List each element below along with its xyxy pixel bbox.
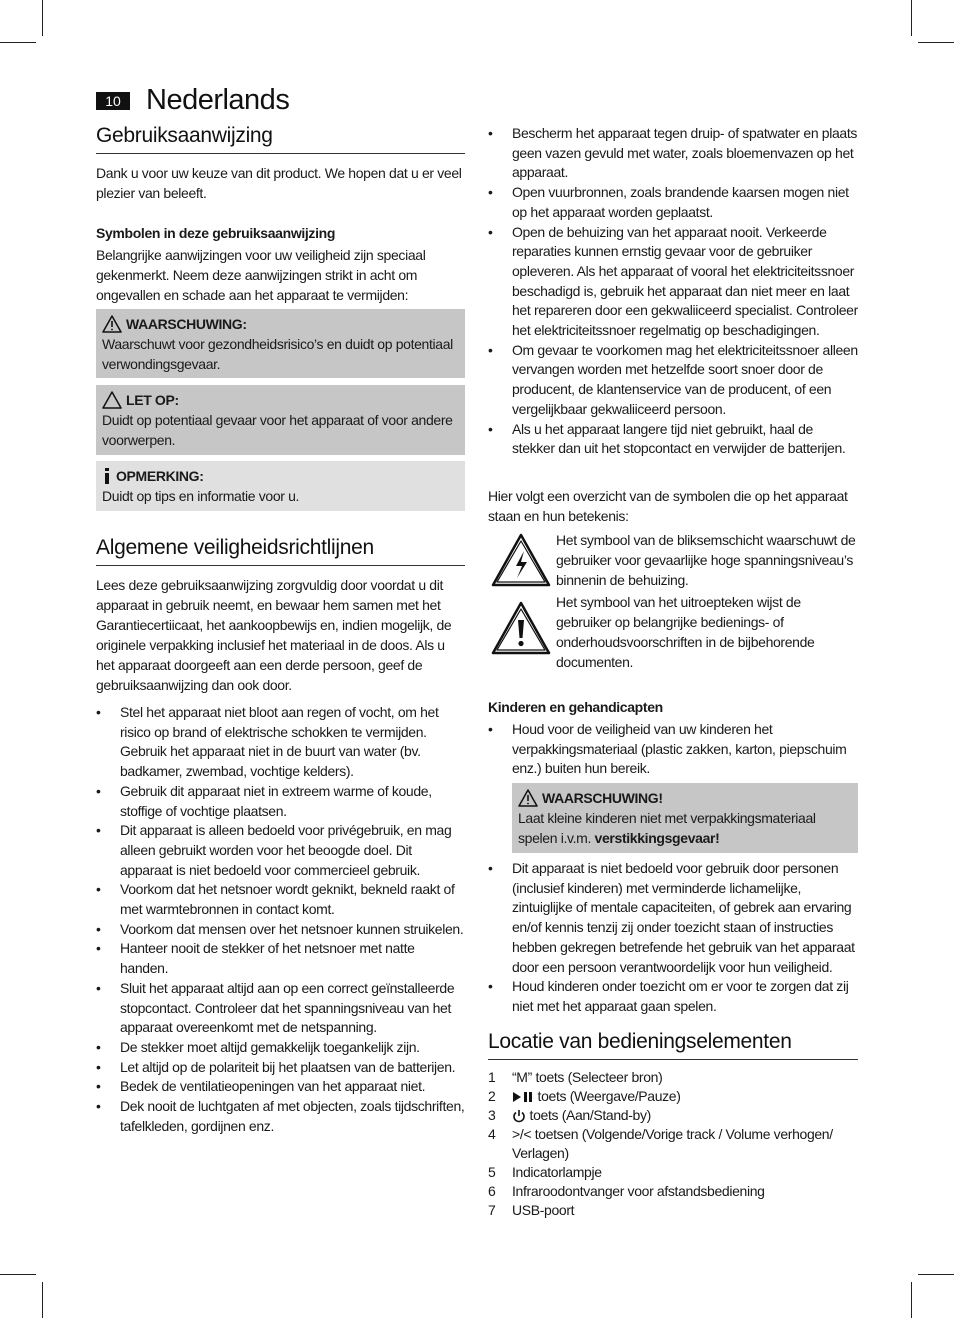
list-item: • Bedek de ventilatieopeningen van het apparaat niet. [96,1077,465,1097]
list-item: 1 “M” toets (Selecteer bron) [488,1069,663,1085]
warning-text: Waarschuwt voor gezondheidsrisico’s en duidt op potentiaal verwondingsgevaar. [102,336,453,372]
symbols-overview-text: Hier volgt een overzicht van de symbolen die op het apparaat staan en hun betekenis: [488,488,848,524]
children-bullet-list [488,720,858,779]
list-item: • Bescherm het apparaat tegen druip- of spatwater en plaats geen vazen gevuld met water, zoals bloemenvazen op het apparaat. [488,124,858,183]
warning-box [96,309,465,378]
crop-mark [42,0,43,36]
note-text: Duidt op tips en informatie voor u. [102,488,300,504]
list-item: • Open de behuizing van het apparaat nooit. Verkeerde reparaties kunnen ernstig gevaar voor de gebruiker opleveren. Als het apparaat of vooral het elektriciteitssnoer beschadigd is, gebruik het apparaat dan niet meer en laat het repareren door een gekwaliiceerd specialist. Controleer het elektriciteitssnoer regelmatig op beschadigingen. [488,223,858,341]
list-item: • Stel het apparaat niet bloot aan regen of vocht, om het risico op brand of elektrische schokken te vermijden. Gebruik het apparaat niet in de buurt van water (bv. badkamer, zwembad, vochtige kelders). [96,703,465,782]
section-title-gebruiksaanwijzing: Gebruiksaanwijzing [96,124,465,154]
list-item: 5 Indicatorlampje [488,1164,602,1180]
list-item: • Open vuurbronnen, zoals brandende kaarsen mogen niet op het apparaat worden geplaatst. [488,183,858,222]
list-item: • Dek nooit de luchtgaten af met objecten, zoals tijdschriften, tafelkleden, gordijnen enz. [96,1097,465,1136]
list-item: 4 >/< toetsen (Volgende/Vorige track / Volume verhogen/ Verlagen) [488,1126,833,1161]
list-item: • Dit apparaat is alleen bedoeld voor privégebruik, en mag alleen gebruikt worden voor het beoogde doel. Dit apparaat is niet bedoeld voor commercieel gebruik. [96,821,465,880]
child-warning-text: Laat kleine kinderen niet met verpakkingsmateriaal spelen i.v.m. [518,810,816,846]
crop-mark [918,42,954,43]
list-item: 2 toets (Weergave/Pauze) [488,1088,681,1104]
safety-bullet-list-continued [488,124,858,459]
section-title-veiligheid: Algemene veiligheidsrichtlijnen [96,536,465,566]
list-item: 6 Infraroodontvanger voor afstandsbediening [488,1183,765,1199]
list-item: • Gebruik dit apparaat niet in extreem warme of koude, stoffige of vochtige plaatsen. [96,782,465,821]
controls-list [488,1068,858,1220]
child-warning-title: WAARSCHUWING! [542,790,663,806]
list-item: • Hanteer nooit de stekker of het netsnoer met natte handen. [96,939,465,978]
list-item: • Sluit het apparaat altijd aan op een correct geïnstalleerde stopcontact. Controleer dat het spanningsniveau van het apparaat overeenkomt met de netspanning. [96,979,465,1038]
crop-mark [911,1282,912,1318]
lightning-symbol-text: Het symbool van de bliksemschicht waarschuwt de gebruiker voor gevaarlijke hoge spanningsniveau’s binnenin de behuizing. [556,532,856,588]
lightning-symbol-row [488,530,858,592]
power-icon [512,1109,526,1123]
safety-intro: Lees deze gebruiksaanwijzing zorgvuldig door voordat u dit apparaat in gebruik neemt, en bewaar hem samen met het Garantiecertiicaat, het aankoopbewijs en, indien mogelijk, de originele verpakking inclusief het materiaal in de doos. Als u het apparaat doorgeeft aan een derde persoon, geef de gebruiksaanwijzing dan ook door. [96,577,452,693]
crop-mark [42,1282,43,1318]
exclamation-warning-icon [490,600,552,656]
symbols-text: Belangrijke aanwijzingen voor uw veiligheid zijn speciaal gekenmerkt. Neem deze aanwijzingen strikt in acht om ongevallen en schade aan het apparaat te vermijden: [96,247,426,303]
child-warning-body [518,808,852,848]
child-warning-bold: verstikkingsgevaar! [594,830,720,846]
list-item: • Voorkom dat het netsnoer wordt geknikt, bekneld raakt of met warmtebronnen in contact komt. [96,880,465,919]
symbols-heading: Symbolen in deze gebruiksaanwijzing [96,225,336,241]
list-item: • Houd voor de veiligheid van uw kinderen het verpakkingsmateriaal (plastic zakken, karton, piepschuim enz.) buiten hun bereik. [488,720,858,779]
caution-text: Duidt op potentiaal gevaar voor het apparaat of voor andere voorwerpen. [102,412,453,448]
list-item: • Als u het apparaat langere tijd niet gebruikt, haal de stekker dan uit het stopcontact en verwijder de batterijen. [488,420,858,459]
info-icon [102,467,112,485]
crop-mark [918,1274,954,1275]
list-item: • Houd kinderen onder toezicht om er voor te zorgen dat zij niet met het apparaat gaan spelen. [488,977,858,1016]
children-heading: Kinderen en gehandicapten [488,699,663,715]
child-warning-box [512,783,858,853]
section-title-bedieningselementen: Locatie van bedieningselementen [488,1030,858,1060]
list-item: 7 USB-poort [488,1202,575,1218]
list-item: • De stekker moet altijd gemakkelijk toegankelijk zijn. [96,1038,465,1058]
exclamation-symbol-text: Het symbool van het uitroepteken wijst de gebruiker op belangrijke bedienings- of onderhoudsvoorschriften in de bijbehorende documenten. [556,594,815,670]
caution-box [96,385,465,455]
children-bullet-list-2 [488,859,858,1017]
warning-title: WAARSCHUWING: [126,316,247,332]
list-item: • Voorkom dat mensen over het netsnoer kunnen struikelen. [96,920,465,940]
note-box [96,461,465,511]
language-title: Nederlands [146,84,290,116]
exclamation-symbol-row [488,592,858,672]
list-item: 3 toets (Aan/Stand-by) [488,1107,651,1123]
warning-icon [102,315,122,333]
safety-bullet-list [96,703,465,1136]
caution-title: LET OP: [126,392,179,408]
play-pause-icon [512,1091,534,1103]
list-item: • Dit apparaat is niet bedoeld voor gebruik door personen (inclusief kinderen) met verminderde lichamelijke, zintuiglijke of mentale capaciteiten, of gebrek aan ervaring en/of kennis tenzij zij onder toezicht staan of instructies hebben gekregen betrefende het gebruik van het apparaat door een persoon verantwoordelijk voor hun veiligheid. [488,859,858,977]
intro-text: Dank u voor uw keuze van dit product. We hopen dat u er veel plezier van beleeft. [96,165,462,201]
page-number: 10 [96,92,130,110]
note-title: OPMERKING: [116,468,204,484]
caution-icon [102,391,122,409]
crop-mark [0,42,36,43]
list-item: • Let altijd op de polariteit bij het plaatsen van de batterijen. [96,1058,465,1078]
warning-icon [518,789,538,807]
lightning-warning-icon [490,532,552,588]
crop-mark [0,1274,36,1275]
crop-mark [911,0,912,36]
list-item: • Om gevaar te voorkomen mag het elektriciteitssnoer alleen vervangen worden met hetzelfde soort snoer door de producent, de klantenservice van de producent, of een vergelijkbaar gekwaliiceerd persoon. [488,341,858,420]
